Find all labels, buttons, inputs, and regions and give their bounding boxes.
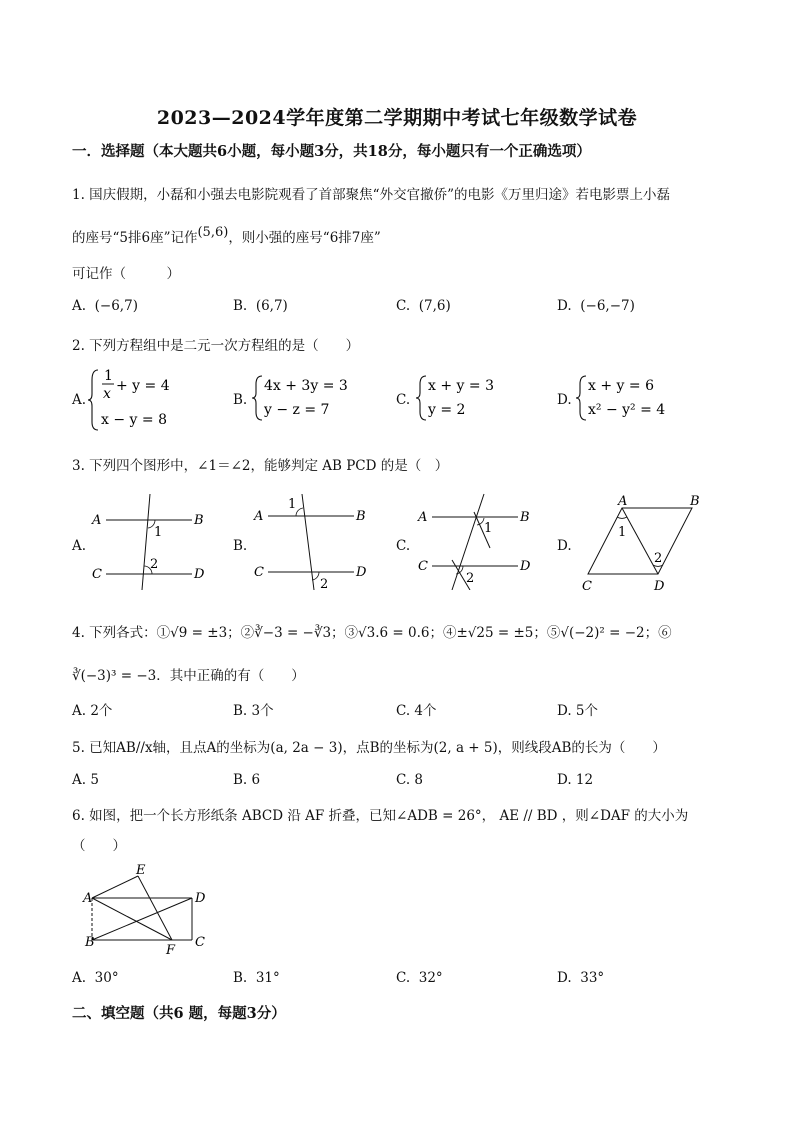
fraction-numerator: 1 — [104, 368, 113, 384]
point-e: E — [136, 863, 146, 878]
q4-option-b[interactable]: B. 3个 — [233, 703, 274, 719]
q2-option-a-system — [88, 366, 198, 438]
parallel-lines-figure-c — [414, 490, 544, 590]
point-d: D — [194, 567, 205, 582]
angle-1-label: 1 — [288, 497, 297, 512]
q4-stem-line1: 4. 下列各式：①√9 = ±3；②∛−3 = −∛3；③√3.6 = 0.6；④±√25 = ±5；⑤√(−2)² = −2；⑥ — [72, 625, 672, 641]
folded-rectangle-figure — [80, 858, 220, 958]
option-value: (−6,−7) — [580, 298, 635, 314]
q4-option-c[interactable]: C. 4个 — [396, 703, 437, 719]
q1-option-c[interactable] — [396, 298, 451, 314]
q5-stem: 5. 已知AB//x轴，且点A的坐标为(a, 2a − 3)，点B的坐标为(2, a + 5)，则线段AB的长为（ ） — [72, 740, 666, 756]
q2-option-b-system — [252, 374, 362, 426]
equation-c2: y = 2 — [428, 402, 466, 418]
option-value: 30° — [94, 970, 119, 986]
q6-stem-line2: （ ） — [72, 838, 126, 854]
q5-option-b[interactable]: B. 6 — [233, 772, 261, 788]
q1-option-a[interactable] — [72, 298, 138, 314]
q2-option-c[interactable]: C. — [396, 392, 411, 408]
point-c: C — [582, 579, 592, 594]
q6-stem-line1: 6. 如图，把一个长方形纸条 ABCD 沿 AF 折叠，已知∠ADB = 26°， AE // BD ，则∠DAF 的大小为 — [72, 808, 689, 824]
q4-stem-line2: ∛(−3)³ = −3．其中正确的有（ ） — [72, 668, 305, 684]
parallel-lines-figure-a — [88, 490, 218, 590]
point-d: D — [195, 891, 206, 906]
page-title: 2023—2024学年度第二学期期中考试七年级数学试卷 — [156, 107, 638, 129]
angle-2-label: 2 — [654, 551, 663, 566]
option-value: (6,7) — [255, 298, 288, 314]
q5-option-a[interactable]: A. 5 — [72, 772, 99, 788]
equation-a1: + y = 4 — [116, 378, 170, 394]
option-label: D. — [557, 298, 572, 314]
point-a: A — [92, 513, 102, 528]
q1-option-b[interactable] — [233, 298, 288, 314]
point-c: C — [418, 559, 428, 574]
option-value: 33° — [580, 970, 605, 986]
q2-option-c-system — [416, 374, 516, 426]
option-label: A. — [72, 970, 87, 986]
q1-stem-line2 — [72, 226, 381, 246]
equation-b1: 4x + 3y = 3 — [264, 378, 348, 394]
q6-figure — [80, 858, 220, 962]
equation-system-a — [88, 366, 198, 434]
q1-stem-line1: 1. 国庆假期，小磊和小强去电影院观看了首部聚焦“外交官撤侨”的电影《万里归途》若电影票上小磊 — [72, 187, 670, 203]
q3-figure-b — [250, 490, 380, 594]
q3-figure-d — [578, 492, 708, 600]
option-value: (−6,7) — [94, 298, 138, 314]
equation-d1: x + y = 6 — [588, 378, 654, 394]
point-c: C — [92, 567, 102, 582]
q6-option-c[interactable] — [396, 970, 443, 986]
q4-option-a[interactable]: A. 2个 — [72, 703, 113, 719]
equation-a2: x − y = 8 — [101, 412, 167, 428]
equation-d2: x² − y² = 4 — [588, 402, 666, 418]
q2-option-d[interactable]: D. — [557, 392, 572, 408]
q5-option-c[interactable]: C. 8 — [396, 772, 424, 788]
q2-option-a[interactable]: A. — [72, 392, 87, 408]
equation-system-c — [416, 374, 516, 422]
section-1-heading: 一．选择题（本大题共6小题，每小题3分，共18分，每小题只有一个正确选项） — [72, 143, 591, 160]
equation-b2: y − z = 7 — [264, 402, 330, 418]
q6-option-a[interactable] — [72, 970, 119, 986]
point-b: B — [520, 510, 530, 525]
option-label: A. — [72, 298, 87, 314]
q3-option-c[interactable]: C. — [396, 538, 411, 554]
q5-option-d[interactable]: D. 12 — [557, 772, 594, 788]
option-label: C. — [396, 298, 411, 314]
angle-1-label: 1 — [154, 525, 163, 540]
equation-system-d — [576, 374, 686, 422]
q3-option-d[interactable]: D. — [557, 538, 572, 554]
q4-option-d[interactable]: D. 5个 — [557, 703, 599, 719]
q3-option-b[interactable]: B. — [233, 538, 248, 554]
point-a: A — [618, 494, 628, 509]
point-b: B — [85, 935, 95, 950]
parallel-lines-figure-b — [250, 490, 380, 590]
parallelogram-figure-d — [578, 492, 708, 596]
q1-stem-line2c: ，则小强的座号“6排7座” — [228, 230, 381, 246]
angle-1-label: 1 — [618, 525, 627, 540]
fraction-denominator: x — [103, 386, 111, 402]
q3-figure-a — [88, 490, 218, 594]
q1-option-d[interactable] — [557, 298, 635, 314]
angle-2-label: 2 — [150, 557, 159, 572]
equation-c1: x + y = 3 — [428, 378, 494, 394]
q6-option-d[interactable] — [557, 970, 604, 986]
q1-stem-line3: 可记作（ ） — [72, 266, 180, 282]
option-label: C. — [396, 970, 411, 986]
angle-2-label: 2 — [320, 577, 329, 590]
point-d: D — [356, 565, 367, 580]
option-value: 32° — [418, 970, 443, 986]
option-value: (7,6) — [418, 298, 451, 314]
point-b: B — [194, 513, 204, 528]
point-d: D — [520, 559, 531, 574]
point-a: A — [83, 891, 93, 906]
q3-figure-c — [414, 490, 544, 594]
option-label: B. — [233, 298, 248, 314]
point-b: B — [356, 509, 366, 524]
q2-stem: 2. 下列方程组中是二元一次方程组的是（ ） — [72, 338, 360, 354]
point-d: D — [654, 579, 665, 594]
section-2-heading: 二、填空题（共6 题，每题3分） — [72, 1005, 286, 1022]
q6-option-b[interactable] — [233, 970, 280, 986]
point-c: C — [254, 565, 264, 580]
option-label: B. — [233, 970, 248, 986]
q3-stem: 3. 下列四个图形中，∠1＝∠2，能够判定 AB PCD 的是（ ） — [72, 458, 449, 474]
q2-option-b[interactable]: B. — [233, 392, 248, 408]
option-label: D. — [557, 970, 572, 986]
option-value: 31° — [255, 970, 280, 986]
q3-option-a[interactable]: A. — [72, 538, 87, 554]
angle-2-label: 2 — [466, 571, 475, 586]
q1-stem-line2a: 的座号“5排6座”记作 — [72, 230, 198, 246]
point-b: B — [690, 494, 700, 509]
angle-1-label: 1 — [484, 521, 493, 536]
point-c: C — [195, 935, 205, 950]
point-a: A — [418, 510, 428, 525]
equation-system-b — [252, 374, 362, 422]
point-a: A — [254, 509, 264, 524]
q2-option-d-system — [576, 374, 686, 426]
q1-coordinate: (5,6) — [197, 225, 229, 240]
point-f: F — [166, 943, 176, 958]
